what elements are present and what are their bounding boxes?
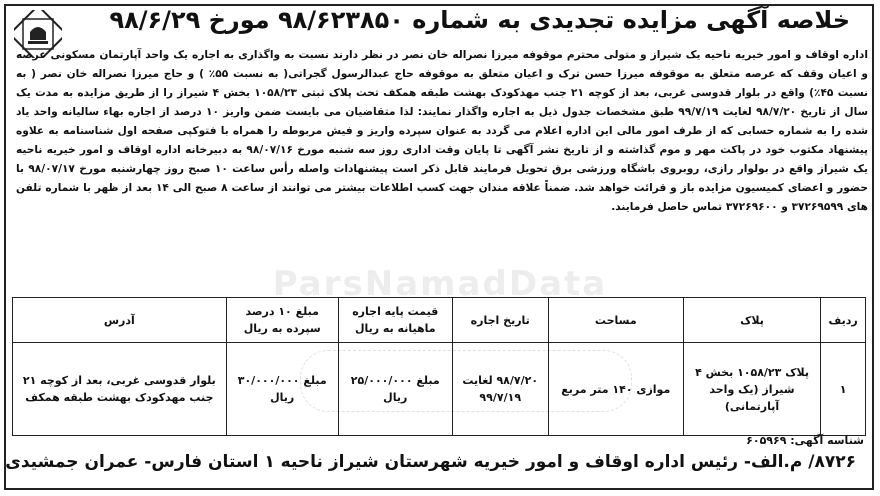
header-deposit: مبلغ ۱۰ درصد سپرده به ریال <box>226 298 338 343</box>
header-base-price: قیمت پایه اجاره ماهیانه به ریال <box>338 298 452 343</box>
watermark-stamp-icon <box>300 350 632 412</box>
cell-plak: پلاک ۱۰۵۸/۲۳ بخش ۴ شیراز (یک واحد آپارتمانی) <box>683 343 820 436</box>
watermark: ParsNamadData <box>272 264 608 304</box>
notice-title: خلاصه آگهی مزایده تجدیدی به شماره ۹۸/۶۲۳۸۵۰ مورخ ۹۸/۶/۲۹ <box>109 6 850 34</box>
header-row-number: ردیف <box>821 298 866 343</box>
cell-area: موازی ۱۴۰ متر مربع <box>548 343 683 436</box>
ad-identifier: شناسه آگهی: ۶۰۵۹۶۹ <box>746 434 864 447</box>
header-plak: پلاک <box>683 298 820 343</box>
header-address: آدرس <box>13 298 227 343</box>
cell-row-number: ۱ <box>821 343 866 436</box>
signature-line: ۸۷۲۶/ م.الف- رئیس اداره اوقاف و امور خیریه شهرستان شیراز ناحیه ۱ استان فارس- عمران جمشیدی <box>5 452 856 472</box>
cell-base-price: مبلغ ۲۵/۰۰۰/۰۰۰ ریال <box>338 343 452 436</box>
notice-body: اداره اوقاف و امور خیریه ناحیه یک شیراز و متولی محترم موقوفه میرزا نصراله خان نصر در نظر دارند نسبت به واگذاری به اجاره یک واحد آپارتمان مسکونی عرصه و اعیان وقف که عرصه متعلق به موقوفه میرزا حسن ترک و اعیان متعلق به موقوفه حاج عبدالرسول گجراتی( به نسبت ۵۵٪ ) و حاج میرزا نصراله خان نصر ( به نسبت ۴۵٪) واقع در بلوار قدوسی غربی، بعد از کوچه ۲۱ جنب مهدکودک بهشت طبقه همکف تحت پلاک ثبتی ۱۰۵۸/۲۳ بخش ۴ شیراز را از طریق مزایده به مدت یک سال از تاریخ ۹۸/۷/۲۰ لغایت ۹۹/۷/۱۹ طبق مشخصات جدول ذیل به اجاره واگذار نمایند: لذا متقاضیان می بایست ضمن واریز ۱۰ درصد از اجاره بهاء سالیانه واحد یاد شده را به شماره حسابی که از طرف امور مالی این اداره اعلام می گردد به عنوان سپرده واریز و فیش مربوطه را همراه با فتوکپی صفحه اول شناسنامه به علاوه پیشنهاد مکتوب خود در پاکت مهر و موم گذاشته و از تاریخ نشر آگهی تا پایان وقت اداری روز سه شنبه مورخ ۹۸/۰۷/۱۶ به دبیرخانه اداره اوقاف و امور خیریه ناحیه یک شیراز واقع در بولوار رازی، روبروی باشگاه ورزشی برق تحویل فرمایند قابل ذکر است پیشنهادات واصله رأس ساعت ۱۰ صبح روز چهارشنبه مورخ ۹۸/۰۷/۱۷ با حضور و اعضای کمیسیون مزایده باز و قرائت خواهد شد. ضمناً علاقه مندان جهت کسب اطلاعات بیشتر می توانند از ساعت ۸ صبح الی ۱۴ بعد از ظهر با شماره تلفن های ۳۷۲۶۹۵۹۹ و ۳۷۲۶۹۶۰۰ تماس حاصل فرمایند. <box>16 49 869 213</box>
cell-lease-date: ۹۸/۷/۲۰ لغایت ۹۹/۷/۱۹ <box>452 343 548 436</box>
table-header-row <box>13 298 866 343</box>
cell-address: بلوار قدوسی غربی، بعد از کوچه ۲۱ جنب مهدکودک بهشت طبقه همکف <box>13 343 227 436</box>
cell-deposit: مبلغ ۳۰/۰۰۰/۰۰۰ ریال <box>226 343 338 436</box>
header-lease-date: تاریخ اجاره <box>452 298 548 343</box>
header-area: مساحت <box>548 298 683 343</box>
